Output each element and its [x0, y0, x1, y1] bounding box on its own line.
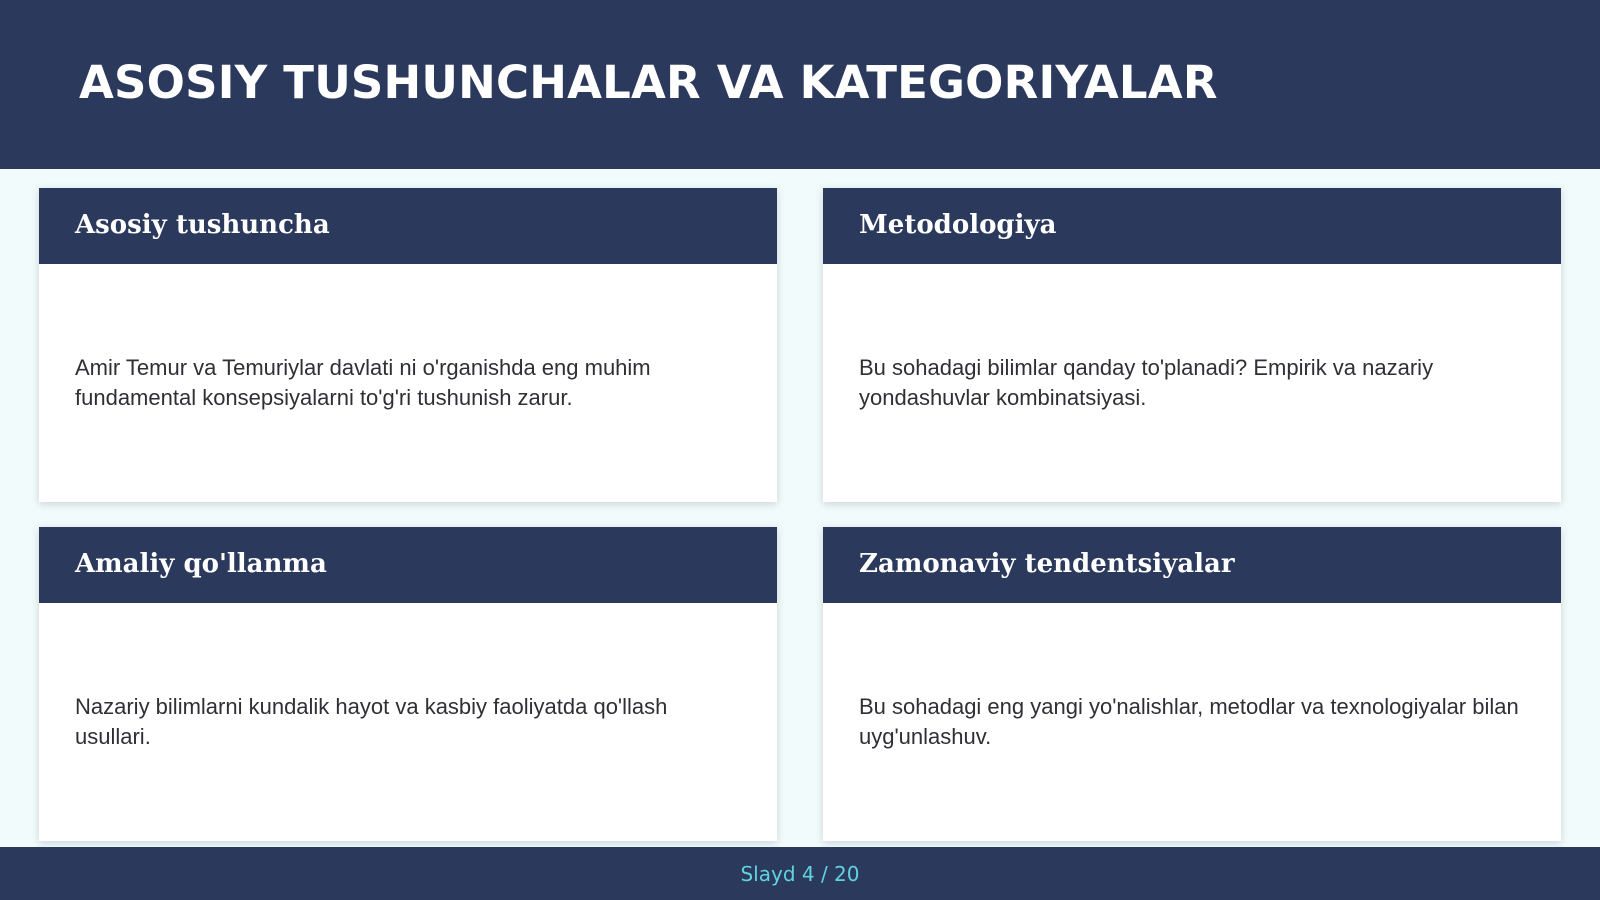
- card-body: [75, 603, 741, 841]
- card-header: [39, 188, 777, 264]
- card-header: [823, 188, 1561, 264]
- card-zamonaviy-tendentsiyalar: [823, 527, 1561, 841]
- card-text: Nazariy bilimlarni kundalik hayot va kasbiy faoliyatda qo'llash usullari.: [75, 694, 668, 749]
- card-asosiy-tushuncha: [39, 188, 777, 502]
- card-title: Zamonaviy tendentsiyalar: [859, 549, 1235, 579]
- card-header: [823, 527, 1561, 603]
- card-title: Metodologiya: [859, 210, 1057, 240]
- card-text: Amir Temur va Temuriylar davlati ni o'rganishda eng muhim fundamental konsepsiyalarni to'g'ri tushunish zarur.: [75, 355, 651, 410]
- card-body: [859, 264, 1525, 502]
- card-body: [859, 603, 1525, 841]
- card-header: [39, 527, 777, 603]
- slide-counter: Slayd 4 / 20: [740, 861, 860, 886]
- slide-footer: [0, 847, 1600, 900]
- card-title: Asosiy tushuncha: [75, 210, 330, 240]
- card-amaliy-qollanma: [39, 527, 777, 841]
- card-text: Bu sohadagi bilimlar qanday to'planadi? Empirik va nazariy yondashuvlar kombinatsiyasi.: [859, 355, 1434, 410]
- card-metodologiya: [823, 188, 1561, 502]
- slide-header: [0, 0, 1600, 169]
- card-title: Amaliy qo'llanma: [75, 549, 327, 579]
- slide-title: ASOSIY TUSHUNCHALAR VA KATEGORIYALAR: [79, 56, 1218, 109]
- card-body: [75, 264, 741, 502]
- card-text: Bu sohadagi eng yangi yo'nalishlar, metodlar va texnologiyalar bilan uyg'unlashuv.: [859, 694, 1519, 749]
